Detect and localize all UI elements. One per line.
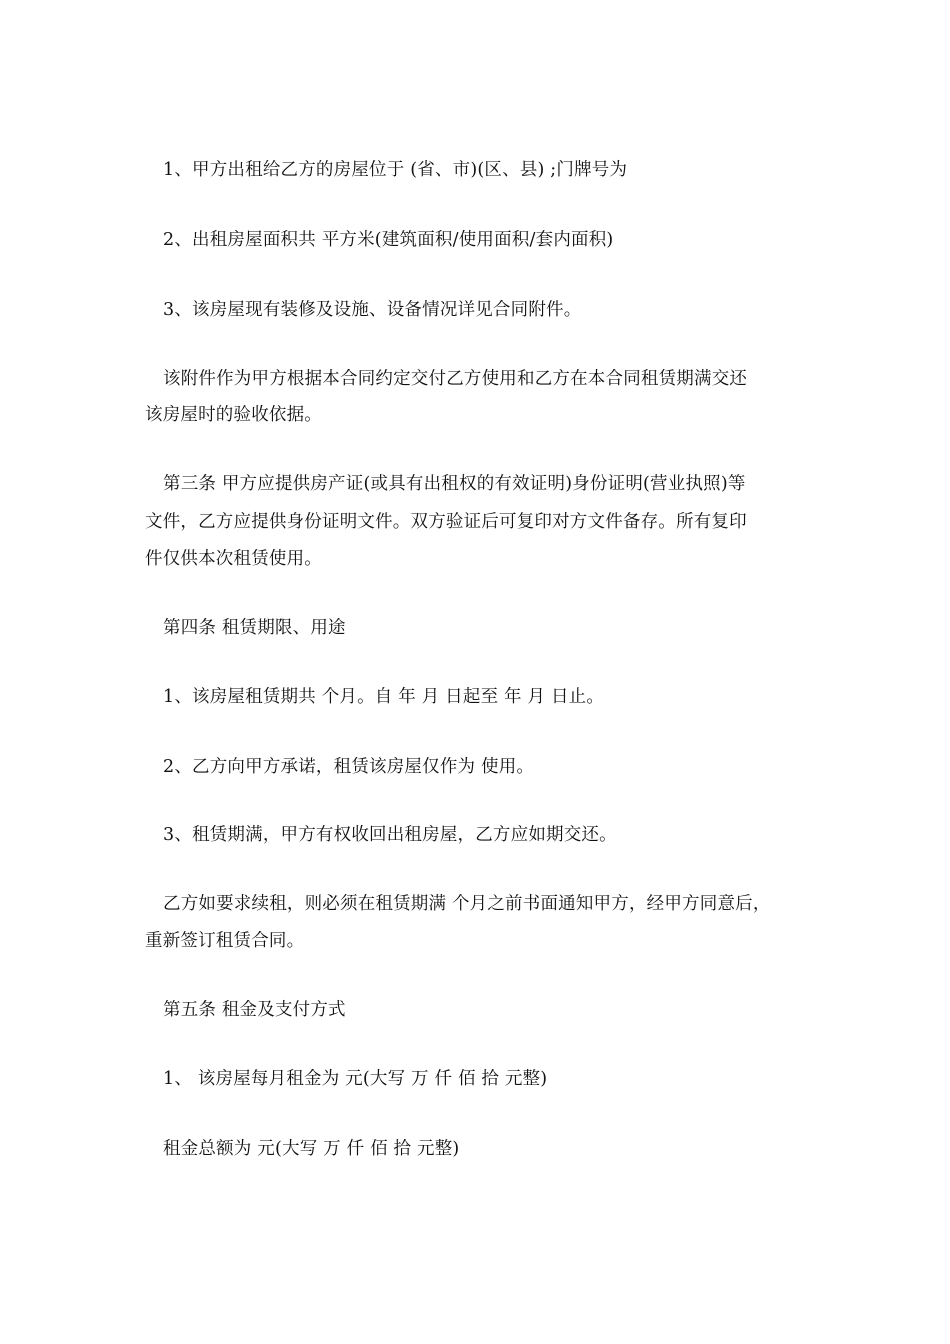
paragraph-attachment-line-1: 该附件作为甲方根据本合同约定交付乙方使用和乙方在本合同租赁期满交还 [163, 369, 748, 389]
paragraph-renewal-line-1: 乙方如要求续租，则必须在租赁期满 个月之前书面通知甲方，经甲方同意后， [163, 894, 771, 914]
paragraph-total-rent: 租金总额为 元(大写 万 仟 佰 拾 元整) [163, 1139, 460, 1159]
paragraph-renewal-line-2: 重新签订租赁合同。 [145, 931, 305, 951]
paragraph-attachment-line-2: 该房屋时的验收依据。 [145, 405, 322, 425]
article-three-line-3: 件仅供本次租赁使用。 [145, 549, 322, 569]
clause-item-location: 1、甲方出租给乙方的房屋位于 (省、市)(区、县) ;门牌号为 [163, 160, 628, 180]
clause-item-expiry: 3、租赁期满，甲方有权收回出租房屋，乙方应如期交还。 [163, 825, 617, 845]
article-three-line-1: 第三条 甲方应提供房产证(或具有出租权的有效证明)身份证明(营业执照)等 [163, 474, 746, 494]
clause-item-monthly-rent: 1、 该房屋每月租金为 元(大写 万 仟 佰 拾 元整) [163, 1069, 548, 1089]
clause-item-term: 1、该房屋租赁期共 个月。自 年 月 日起至 年 月 日止。 [163, 687, 605, 707]
article-four-heading: 第四条 租赁期限、用途 [163, 618, 346, 638]
clause-item-area: 2、出租房屋面积共 平方米(建筑面积/使用面积/套内面积) [163, 230, 614, 250]
clause-item-facilities: 3、该房屋现有装修及设施、设备情况详见合同附件。 [163, 300, 582, 320]
article-five-heading: 第五条 租金及支付方式 [163, 1000, 346, 1020]
article-three-line-2: 文件，乙方应提供身份证明文件。双方验证后可复印对方文件备存。所有复印 [145, 512, 747, 532]
clause-item-usage: 2、乙方向甲方承诺，租赁该房屋仅作为 使用。 [163, 757, 535, 777]
